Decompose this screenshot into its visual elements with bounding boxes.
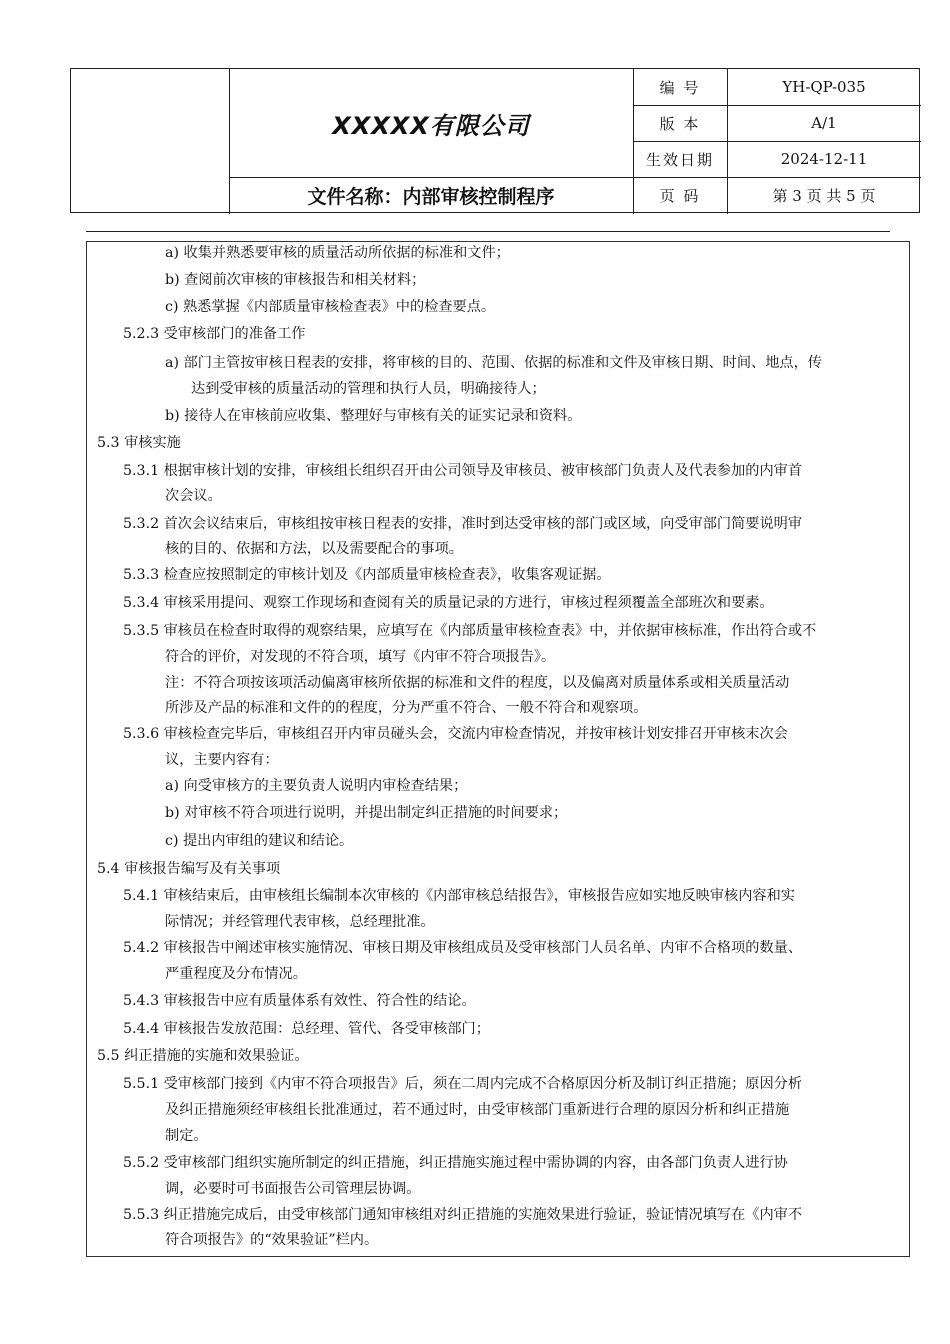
text-line: 5.3.2 首次会议结束后，审核组按审核日程表的安排，准时到达受审核的部门或区域，向受审部门简要说明审 <box>123 516 803 532</box>
label-version: 版 本 <box>659 114 701 133</box>
text-line: 5.3.6 审核检查完毕后，审核组召开内审员碰头会，交流内审检查情况，并按审核计划安排召开审核末次会 <box>123 726 788 742</box>
text-line: 及纠正措施须经审核组长批准通过，若不通过时，由受审核部门重新进行合理的原因分析和纠正措施 <box>165 1102 790 1118</box>
text-line: b) 对审核不符合项进行说明，并提出制定纠正措施的时间要求； <box>165 805 568 821</box>
text-line: a) 收集并熟悉要审核的质量活动所依据的标准和文件； <box>165 245 510 261</box>
text-line: 符合的评价，对发现的不符合项，填写《内审不符合项报告》。 <box>165 649 556 665</box>
label-effective-date: 生效日期 <box>645 150 714 169</box>
text-line: 5.5.1 受审核部门接到《内审不符合项报告》后，须在二周内完成不合格原因分析及制订纠正措施；原因分析 <box>123 1076 803 1092</box>
document-title: 文件名称：内部审核控制程序 <box>307 186 555 208</box>
text-line: a) 向受审核方的主要负责人说明内审检查结果； <box>165 778 468 794</box>
content-box <box>86 241 910 1257</box>
text-line: 5.3 审核实施 <box>97 435 181 451</box>
text-line: 5.4.2 审核报告中阐述审核实施情况、审核日期及审核组成员及受审核部门人员名单、内审不合格项的数量、 <box>123 940 803 956</box>
text-line: 5.5.2 受审核部门组织实施所制定的纠正措施，纠正措施实施过程中需协调的内容，由各部门负责人进行协 <box>123 1155 788 1171</box>
text-line: 5.4.3 审核报告中应有质量体系有效性、符合性的结论。 <box>123 993 476 1009</box>
value-version: A/1 <box>811 114 837 132</box>
value-doc-number: YH-QP-035 <box>782 78 866 96</box>
text-line: 5.3.3 检查应按照制定的审核计划及《内部质量审核检查表》，收集客观证据。 <box>123 567 611 583</box>
value-effective-date: 2024-12-11 <box>780 150 868 168</box>
company-name: XXXXX有限公司 <box>332 111 530 140</box>
text-line: 核的目的、依据和方法，以及需要配合的事项。 <box>165 541 463 557</box>
text-line: c) 熟悉掌握《内部质量审核检查表》中的检查要点。 <box>165 299 496 315</box>
text-line: 5.4.1 审核结束后，由审核组长编制本次审核的《内部审核总结报告》，审核报告应如实地反映审核内容和实 <box>123 888 795 904</box>
text-line: 严重程度及分布情况。 <box>165 966 307 982</box>
text-line: 所涉及产品的标准和文件的的程度，分为严重不符合、一般不符合和观察项。 <box>165 700 648 716</box>
label-doc-number: 编 号 <box>659 78 701 97</box>
text-line: 调，必要时可书面报告公司管理层协调。 <box>165 1181 421 1197</box>
text-line: a) 部门主管按审核日程表的安排，将审核的目的、范围、依据的标准和文件及审核日期、时间、地点，传 <box>165 355 822 371</box>
text-line: 议，主要内容有： <box>165 752 279 768</box>
text-line: 次会议。 <box>165 488 222 504</box>
text-line: 制定。 <box>165 1128 208 1144</box>
text-line: 达到受审核的质量活动的管理和执行人员，明确接待人； <box>191 381 546 397</box>
text-line: 符合项报告》的“效果验证”栏内。 <box>165 1232 379 1248</box>
value-page-number: 第 3 页 共 5 页 <box>772 187 876 205</box>
text-line: 5.3.1 根据审核计划的安排，审核组长组织召开由公司领导及审核员、被审核部门负责人及代表参加的内审首 <box>123 463 803 479</box>
header-divider <box>86 231 890 232</box>
label-page-number: 页 码 <box>659 187 701 205</box>
text-line: 5.5 纠正措施的实施和效果验证。 <box>97 1048 309 1064</box>
text-line: 5.3.5 审核员在检查时取得的观察结果，应填写在《内部质量审核检查表》中，并依据审核标准，作出符合或不 <box>123 623 817 639</box>
text-line: 5.3.4 审核采用提问、观察工作现场和查阅有关的质量记录的方进行，审核过程须覆盖全部班次和要素。 <box>123 595 774 611</box>
text-line: 5.4 审核报告编写及有关事项 <box>97 861 281 877</box>
text-line: 注：不符合项按该项活动偏离审核所依据的标准和文件的程度，以及偏离对质量体系或相关质量活动 <box>165 675 790 691</box>
text-line: b) 接待人在审核前应收集、整理好与审核有关的证实记录和资料。 <box>165 408 582 424</box>
text-line: 5.2.3 受审核部门的准备工作 <box>123 326 306 342</box>
text-line: 5.4.4 审核报告发放范围：总经理、管代、各受审核部门； <box>123 1021 490 1037</box>
text-line: 际情况；并经管理代表审核，总经理批准。 <box>165 914 435 930</box>
text-line: 5.5.3 纠正措施完成后，由受审核部门通知审核组对纠正措施的实施效果进行验证，验证情况填写在《内审不 <box>123 1207 803 1223</box>
header-table <box>70 68 920 213</box>
text-line: c) 提出内审组的建议和结论。 <box>165 833 354 849</box>
text-line: b) 查阅前次审核的审核报告和相关材料； <box>165 272 426 288</box>
